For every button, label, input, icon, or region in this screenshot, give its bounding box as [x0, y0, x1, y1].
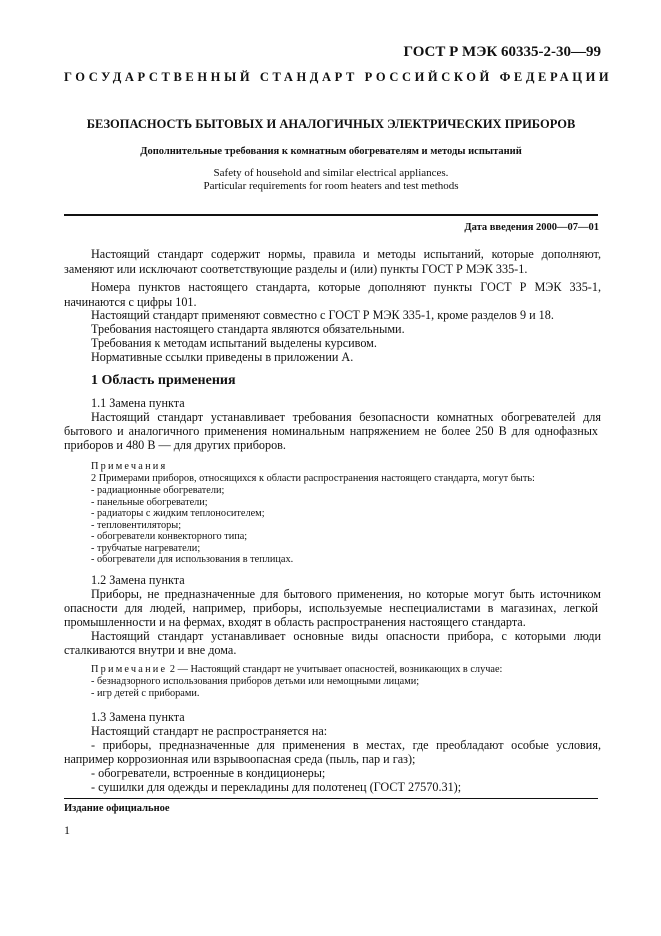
clause-text-line: - обогреватели, встроенные в кондиционеры; — [91, 766, 326, 780]
note-list — [91, 676, 419, 699]
note-list-item: - игр детей с приборами. — [91, 687, 200, 699]
document-title: БЕЗОПАСНОСТЬ БЫТОВЫХ И АНАЛОГИЧНЫХ ЭЛЕКТРИЧЕСКИХ ПРИБОРОВ — [86, 117, 576, 131]
note-list-item: - радиационные обогреватели; — [91, 485, 225, 496]
intro-paragraph-line: Настоящий стандарт содержит нормы, правила и методы испытаний, которые дополняют, — [91, 247, 601, 261]
clause-text-line: бытового и аналогичного применения номинальным напряжением не более 250 В для однофазных — [64, 424, 598, 438]
english-title-line: Safety of household and similar electrical appliances. — [213, 167, 449, 179]
clause-text-line: - приборы, предназначенные для применения в местах, где преобладают особые условия, — [91, 738, 601, 752]
clause-text-line: - сушилки для одежды и перекладины для полотенец (ГОСТ 27570.31); — [91, 780, 462, 794]
clause-text-line: сталкиваются внутри и вне дома. — [64, 643, 237, 657]
intro-paragraph-line: Настоящий стандарт применяют совместно с ГОСТ Р МЭК 335-1, кроме разделов 9 и 18. — [91, 308, 554, 322]
note-list-item: - обогреватели конвекторного типа; — [91, 531, 248, 542]
clause-label: 1.3 Замена пункта — [91, 710, 185, 724]
note-text: 2 — Настоящий стандарт не учитывает опасностей, возникающих в случае: — [169, 664, 503, 675]
official-edition-label: Издание официальное — [64, 803, 170, 814]
intro-paragraph-line: Номера пунктов настоящего стандарта, которые дополняют пункты ГОСТ Р МЭК 335-1, — [91, 280, 601, 294]
clause-text-line: Настоящий стандарт устанавливает требования безопасности комнатных обогревателей для — [91, 410, 601, 424]
intro-paragraph-line: начинаются с цифры 101. — [64, 295, 197, 309]
clause-label: 1.1 Замена пункта — [91, 396, 185, 410]
note-block — [91, 664, 502, 676]
introduction-date: Дата введения 2000—07—01 — [464, 222, 599, 233]
clause-text-line: промышленности и на фермах, входят в область распространения настоящего стандарта. — [64, 615, 526, 629]
clause-text-line: например коррозионная или взрывоопасная среда (пыль, пар и газ); — [64, 752, 416, 766]
intro-paragraph-line: Нормативные ссылки приведены в приложении А. — [91, 350, 354, 364]
page-number: 1 — [64, 823, 70, 837]
state-standard-heading: ГОСУДАРСТВЕННЫЙ СТАНДАРТ РОССИЙСКОЙ ФЕДЕРАЦИИ — [64, 70, 613, 84]
note-label: Примечание — [91, 664, 168, 675]
intro-paragraph-line: Требования к методам испытаний выделены курсивом. — [91, 336, 377, 350]
clause-text-line: Настоящий стандарт не распространяется на: — [91, 724, 328, 738]
note-list-item: - безнадзорного использования приборов детьми или немощными лицами; — [91, 676, 420, 687]
document-number: ГОСТ Р МЭК 60335-2-30—99 — [403, 44, 601, 60]
note-list — [91, 485, 293, 566]
note-list-item: - радиаторы с жидким теплоносителем; — [91, 508, 265, 519]
clause-text-line: опасности для людей, например, приборы, используемые неспециалистами в магазинах, легкой — [64, 601, 598, 615]
clause-text-line: приборов и 480 В — для других приборов. — [64, 438, 286, 452]
english-title-line: Particular requirements for room heaters and test methods — [203, 179, 459, 192]
note-list-item: - панельные обогреватели; — [91, 496, 208, 508]
intro-paragraph-line: Требования настоящего стандарта являются обязательными. — [91, 322, 405, 336]
intro-paragraph-line: заменяют или исключают соответствующие разделы и (или) пункты ГОСТ Р МЭК 335-1. — [64, 262, 528, 276]
section-heading: 1 Область применения — [91, 373, 236, 388]
top-divider — [64, 214, 598, 216]
notes-label: Примечания — [91, 461, 168, 472]
clause-label: 1.2 Замена пункта — [91, 573, 185, 587]
note-text: 2 Примерами приборов, относящихся к области распространения настоящего стандарта, могут быть: — [91, 473, 535, 484]
note-list-item: - обогреватели для использования в теплицах. — [91, 554, 294, 565]
document-subtitle: Дополнительные требования к комнатным обогревателям и методы испытаний — [140, 146, 522, 157]
english-title — [64, 167, 598, 192]
clause-text-line: Приборы, не предназначенные для бытового применения, но которые могут быть источником — [91, 587, 601, 601]
clause-text-line: Настоящий стандарт устанавливает основные виды опасности прибора, с которыми люди — [91, 629, 601, 643]
bottom-divider — [64, 798, 598, 799]
note-list-item: - тепловентиляторы; — [91, 519, 182, 531]
note-list-item: - трубчатые нагреватели; — [91, 542, 201, 554]
